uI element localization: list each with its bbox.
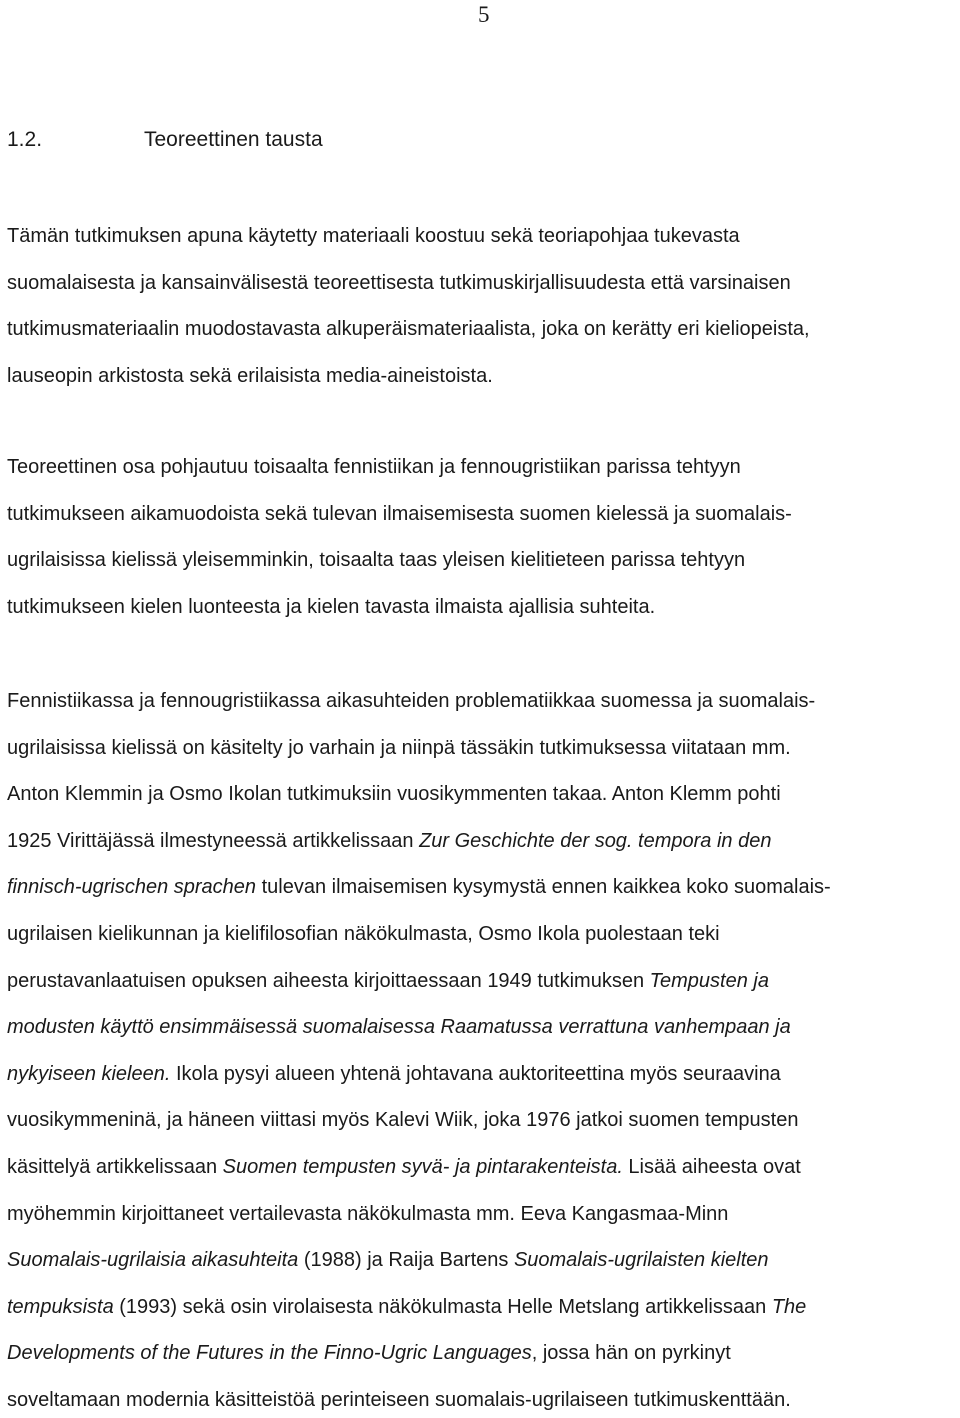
text-line xyxy=(7,829,771,853)
text-line xyxy=(7,1015,791,1039)
text-run: ugrilaisen kielikunnan ja kielifilosofian näkökulmasta, Osmo Ikola puolestaan teki xyxy=(7,923,720,945)
italic-text: modusten käyttö ensimmäisessä suomalaisessa Raamatussa verrattuna vanhempaan ja xyxy=(7,1016,791,1039)
text-run: käsittelyä artikkelissaan xyxy=(7,1156,223,1178)
text-run: Ikola pysyi alueen yhtenä johtavana auktoriteettina myös seuraavina xyxy=(170,1062,781,1085)
text-run: Tämän tutkimuksen apuna käytetty materiaali koostuu sekä teoriapohjaa tukevasta xyxy=(7,225,740,247)
italic-text: nykyiseen kieleen. xyxy=(7,1062,171,1085)
italic-text: Zur Geschichte der sog. tempora in den xyxy=(419,829,772,852)
text-run: soveltamaan modernia käsitteistöä perinteiseen suomalais-ugrilaiseen tutkimuskenttään. xyxy=(7,1389,791,1411)
text-run: perustavanlaatuisen opuksen aiheesta kirjoittaessaan 1949 tutkimuksen xyxy=(7,969,650,992)
text-line xyxy=(7,736,791,760)
italic-text: Suomalais-ugrilaisia aikasuhteita xyxy=(7,1249,299,1272)
text-run: Teoreettinen osa pohjautuu toisaalta fennistiikan ja fennougristiikan parissa tehtyyn xyxy=(7,456,741,478)
text-line xyxy=(7,271,791,295)
text-run: ugrilaisissa kielissä on käsitelty jo varhain ja niinpä tässäkin tutkimuksessa viitataan mm. xyxy=(7,736,791,759)
italic-text: tempuksista xyxy=(7,1295,114,1318)
text-line xyxy=(7,455,741,479)
text-run: vuosikymmeninä, ja häneen viittasi myös Kalevi Wiik, joka 1976 jatkoi suomen tempusten xyxy=(7,1109,799,1132)
text-line xyxy=(7,1108,798,1132)
text-line xyxy=(7,1248,769,1272)
text-line xyxy=(7,502,792,526)
section-heading xyxy=(7,128,323,152)
text-run: , jossa hän on pyrkinyt xyxy=(531,1342,731,1365)
text-run: Fennistiikassa ja fennougristiikassa aikasuhteiden problematiikkaa suomessa ja suomalais- xyxy=(7,690,816,712)
text-run: tutkimukseen kielen luonteesta ja kielen tavasta ilmaista ajallisia suhteita. xyxy=(7,595,656,618)
text-run: ugrilaisissa kielissä yleisemminkin, toisaalta taas yleisen kielitieteen parissa tehtyyn xyxy=(7,549,746,572)
text-line xyxy=(7,969,769,993)
text-run: suomalaisesta ja kansainvälisestä teoreettisesta tutkimuskirjallisuudesta että varsinaisen xyxy=(7,271,791,294)
text-line xyxy=(7,1295,806,1319)
text-line xyxy=(7,1155,801,1179)
section-number: 1.2. xyxy=(7,128,43,151)
text-line xyxy=(7,224,740,248)
text-line xyxy=(7,1341,731,1365)
italic-text: Developments of the Futures in the Finno-Ugric Languages xyxy=(7,1342,532,1365)
text-line xyxy=(7,317,810,341)
text-line xyxy=(7,1062,781,1086)
italic-text: Suomen tempusten syvä- ja pintarakenteista. xyxy=(222,1156,623,1178)
italic-text: Tempusten ja xyxy=(649,969,769,992)
text-run: (1993) sekä osin virolaisesta näkökulmasta Helle Metslang artikkelissaan xyxy=(113,1295,772,1318)
text-line xyxy=(7,922,720,946)
text-line xyxy=(7,364,493,388)
text-line xyxy=(7,1202,728,1226)
section-title: Teoreettinen tausta xyxy=(144,128,323,151)
text-run: 1925 Virittäjässä ilmestyneessä artikkelissaan xyxy=(7,829,420,852)
italic-text: The xyxy=(771,1295,807,1318)
text-run: tulevan ilmaisemisen kysymystä ennen kaikkea koko suomalais- xyxy=(256,876,831,899)
italic-text: finnisch-ugrischen sprachen xyxy=(7,876,257,899)
text-run: tutkimusmateriaalin muodostavasta alkuperäismateriaalista, joka on kerätty eri kieliopeista, xyxy=(7,318,810,341)
text-run: Lisää aiheesta ovat xyxy=(622,1156,801,1178)
page-number: 5 xyxy=(478,2,490,27)
text-line xyxy=(7,875,831,899)
text-run: lauseopin arkistosta sekä erilaisista media-aineistoista. xyxy=(7,364,493,387)
text-line xyxy=(7,595,655,619)
text-run: Anton Klemmin ja Osmo Ikolan tutkimuksiin vuosikymmenten takaa. Anton Klemm pohti xyxy=(7,783,781,806)
text-line xyxy=(7,689,815,713)
text-run: myöhemmin kirjoittaneet vertailevasta näkökulmasta mm. Eeva Kangasmaa-Minn xyxy=(7,1202,729,1225)
text-run: tutkimukseen aikamuodoista sekä tulevan ilmaisemisesta suomen kielessä ja suomalais- xyxy=(7,502,792,525)
text-line xyxy=(7,782,781,806)
italic-text: Suomalais-ugrilaisten kielten xyxy=(513,1249,769,1272)
text-run: (1988) ja Raija Bartens xyxy=(298,1249,514,1272)
text-line xyxy=(7,1388,791,1412)
text-line xyxy=(7,548,745,572)
